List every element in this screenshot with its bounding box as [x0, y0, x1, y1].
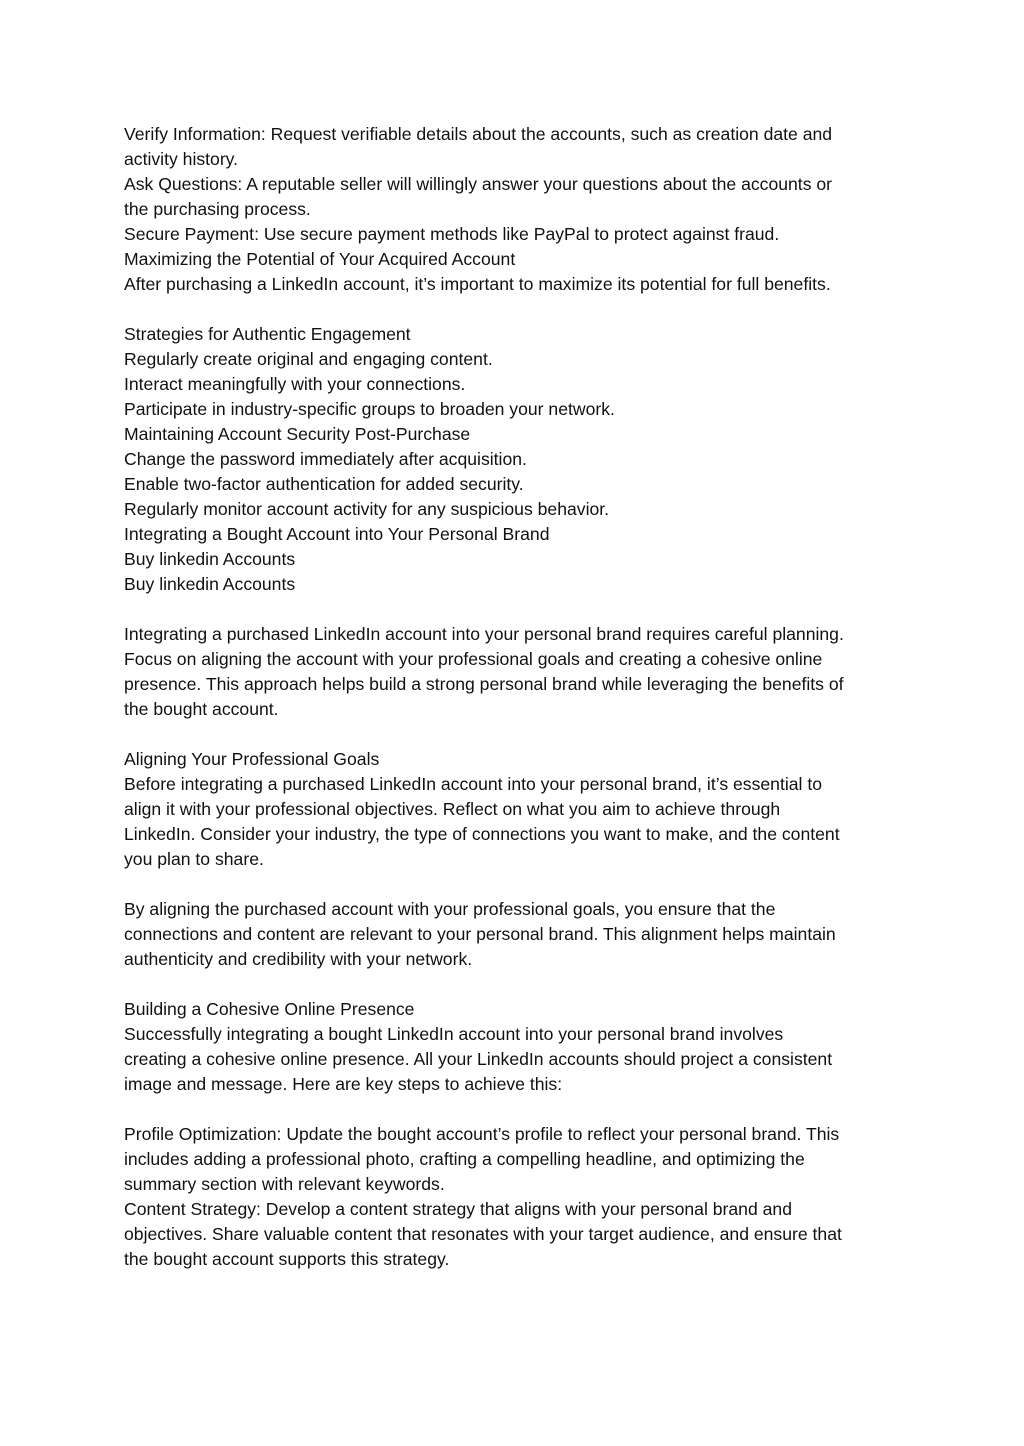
- text-line: summary section with relevant keywords.: [124, 1174, 445, 1194]
- text-line: image and message. Here are key steps to achieve this:: [124, 1074, 563, 1094]
- text-line: Ask Questions: A reputable seller will willingly answer your questions about the accounts or: [124, 174, 833, 194]
- text-line: creating a cohesive online presence. All your LinkedIn accounts should project a consistent: [124, 1049, 833, 1069]
- text-line: Interact meaningfully with your connections.: [124, 374, 466, 394]
- text-line: Focus on aligning the account with your professional goals and creating a cohesive online: [124, 649, 823, 669]
- text-line: the bought account.: [124, 699, 279, 719]
- text-line: Regularly create original and engaging content.: [124, 349, 493, 369]
- section-heading: Maintaining Account Security Post-Purchase: [124, 424, 471, 444]
- blank-line: [124, 722, 914, 747]
- text-line: After purchasing a LinkedIn account, it’s important to maximize its potential for full benefits.: [124, 274, 831, 294]
- section-heading: Integrating a Bought Account into Your Personal Brand: [124, 524, 550, 544]
- text-line: LinkedIn. Consider your industry, the type of connections you want to make, and the content: [124, 824, 840, 844]
- section-heading: Strategies for Authentic Engagement: [124, 324, 411, 344]
- section-heading: Maximizing the Potential of Your Acquired Account: [124, 249, 516, 269]
- text-line: presence. This approach helps build a strong personal brand while leveraging the benefits of: [124, 674, 844, 694]
- blank-line: [124, 972, 914, 997]
- blank-line: [124, 1097, 914, 1122]
- text-line: Change the password immediately after acquisition.: [124, 449, 527, 469]
- blank-line: [124, 297, 914, 322]
- text-line: Buy linkedin Accounts: [124, 574, 296, 594]
- blank-line: [124, 597, 914, 622]
- text-line: the purchasing process.: [124, 199, 311, 219]
- text-line: Profile Optimization: Update the bought account’s profile to reflect your personal brand. This: [124, 1124, 840, 1144]
- text-line: Before integrating a purchased LinkedIn account into your personal brand, it’s essential to: [124, 774, 823, 794]
- text-line: Regularly monitor account activity for any suspicious behavior.: [124, 499, 610, 519]
- text-line: align it with your professional objectives. Reflect on what you aim to achieve through: [124, 799, 781, 819]
- text-line: Participate in industry-specific groups to broaden your network.: [124, 399, 615, 419]
- text-line: Enable two-factor authentication for added security.: [124, 474, 524, 494]
- blank-line: [124, 872, 914, 897]
- document-page: [124, 122, 914, 1272]
- text-line: Secure Payment: Use secure payment methods like PayPal to protect against fraud.: [124, 224, 780, 244]
- text-line: Buy linkedin Accounts: [124, 549, 296, 569]
- text-line: Content Strategy: Develop a content strategy that aligns with your personal brand and: [124, 1199, 792, 1219]
- text-line: By aligning the purchased account with your professional goals, you ensure that the: [124, 899, 776, 919]
- text-line: includes adding a professional photo, crafting a compelling headline, and optimizing the: [124, 1149, 805, 1169]
- text-line: you plan to share.: [124, 849, 264, 869]
- text-line: authenticity and credibility with your network.: [124, 949, 473, 969]
- text-line: Verify Information: Request verifiable details about the accounts, such as creation date and: [124, 124, 833, 144]
- text-line: the bought account supports this strategy.: [124, 1249, 450, 1269]
- text-line: Integrating a purchased LinkedIn account into your personal brand requires careful planning.: [124, 624, 844, 644]
- section-heading: Aligning Your Professional Goals: [124, 749, 380, 769]
- section-heading: Building a Cohesive Online Presence: [124, 999, 415, 1019]
- text-line: Successfully integrating a bought LinkedIn account into your personal brand involves: [124, 1024, 784, 1044]
- text-line: connections and content are relevant to your personal brand. This alignment helps maintain: [124, 924, 836, 944]
- text-line: objectives. Share valuable content that resonates with your target audience, and ensure that: [124, 1224, 842, 1244]
- text-line: activity history.: [124, 149, 239, 169]
